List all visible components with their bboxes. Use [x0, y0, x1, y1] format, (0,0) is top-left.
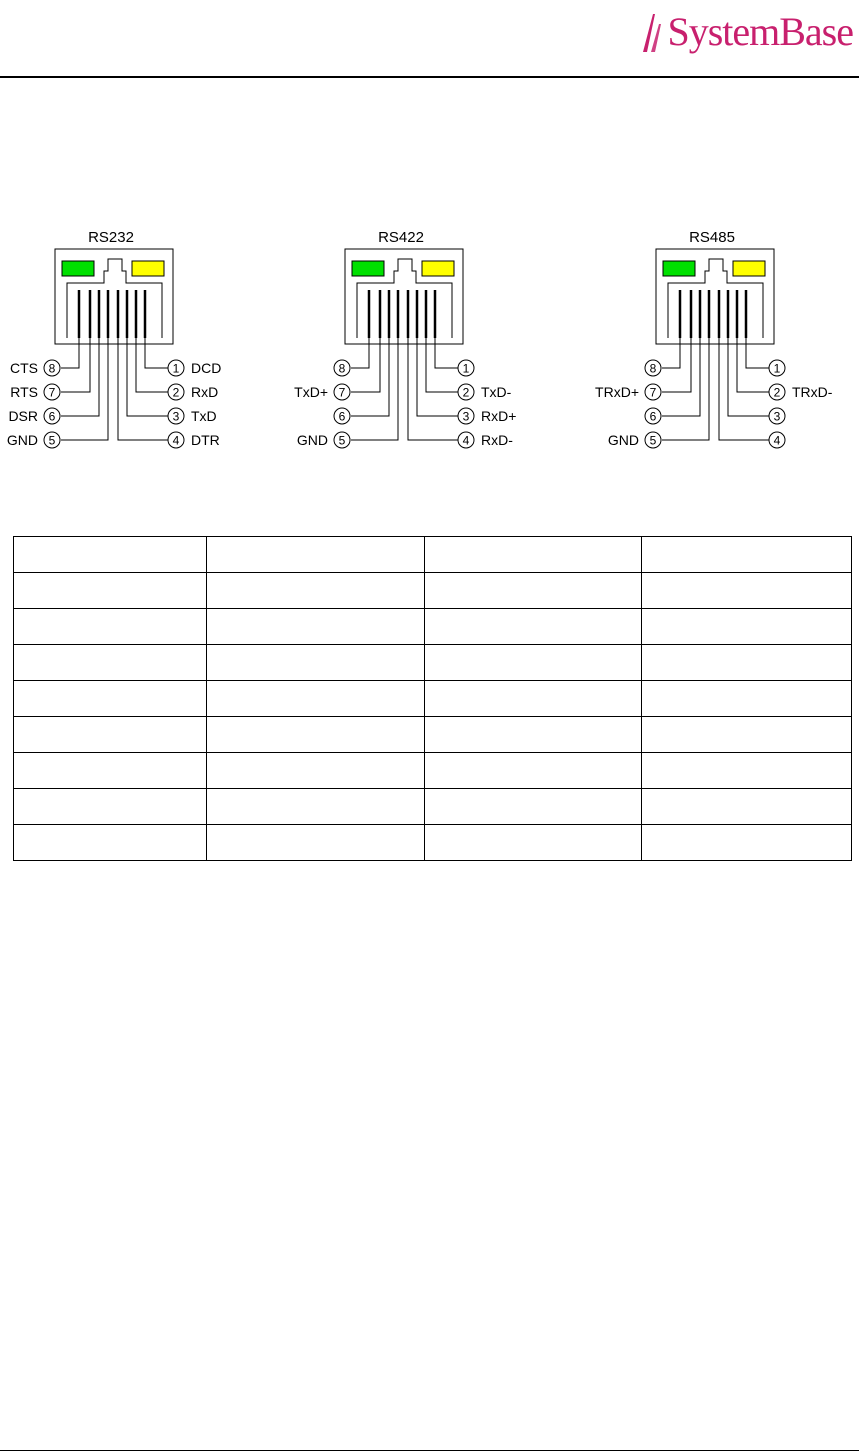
table-cell — [14, 753, 207, 789]
pin-lead-7 — [662, 338, 691, 392]
pinout-diagram-canvas — [0, 220, 859, 470]
pin-signal-label: GND — [607, 432, 639, 448]
rj45-pinout-diagrams — [0, 220, 859, 470]
footer-divider — [0, 1450, 859, 1451]
pin-lead-4 — [118, 338, 168, 440]
table-cell — [642, 753, 852, 789]
pin-lead-1 — [435, 338, 458, 368]
pin-number: 6 — [338, 409, 346, 424]
pin-lead-1 — [746, 338, 769, 368]
systembase-logo — [639, 6, 853, 58]
connector-title: RS485 — [689, 229, 735, 246]
pin-lead-3 — [728, 338, 769, 416]
table-cell — [207, 717, 425, 753]
table-row — [14, 717, 852, 753]
table-cell — [14, 717, 207, 753]
pin-signal-label: CTS — [10, 360, 38, 376]
pin-lead-5 — [662, 338, 709, 440]
activity-led-icon — [733, 261, 765, 276]
pin-signal-label: DCD — [191, 360, 222, 376]
table-cell — [425, 573, 642, 609]
pin-number: 1 — [462, 361, 470, 376]
pin-lead-5 — [61, 338, 108, 440]
table-cell — [207, 645, 425, 681]
table-row — [14, 609, 852, 645]
connector-rs232 — [7, 229, 221, 448]
table-cell — [14, 645, 207, 681]
pin-number: 3 — [773, 409, 781, 424]
pin-number: 2 — [462, 385, 470, 400]
pin-number: 5 — [649, 433, 657, 448]
table-cell — [425, 825, 642, 861]
pin-number: 7 — [649, 385, 657, 400]
table-cell — [14, 573, 207, 609]
table-cell — [642, 717, 852, 753]
table-row — [14, 753, 852, 789]
table-row — [14, 789, 852, 825]
table-cell — [642, 645, 852, 681]
table-cell — [425, 681, 642, 717]
table-cell — [425, 753, 642, 789]
table-cell — [14, 609, 207, 645]
pin-number: 5 — [338, 433, 346, 448]
pin-number: 4 — [773, 433, 781, 448]
pin-lead-8 — [662, 338, 680, 368]
pin-number: 2 — [773, 385, 781, 400]
table-cell — [14, 825, 207, 861]
table-cell — [425, 609, 642, 645]
pin-number: 6 — [649, 409, 657, 424]
pin-lead-2 — [136, 338, 168, 392]
table-cell — [642, 789, 852, 825]
table-row — [14, 573, 852, 609]
pinout-table — [13, 536, 852, 861]
table-row — [14, 681, 852, 717]
pin-number: 3 — [172, 409, 180, 424]
connector-rs422 — [294, 229, 516, 448]
table-cell — [642, 825, 852, 861]
table-row — [14, 537, 852, 573]
pin-signal-label: RxD+ — [481, 408, 517, 424]
table-cell — [425, 717, 642, 753]
pin-lead-8 — [351, 338, 369, 368]
activity-led-icon — [132, 261, 164, 276]
table-cell — [207, 537, 425, 573]
pin-lead-3 — [417, 338, 458, 416]
pin-lead-6 — [662, 338, 700, 416]
connector-rs485 — [595, 229, 833, 448]
table-cell — [425, 789, 642, 825]
table-cell — [14, 537, 207, 573]
pin-signal-label: TRxD+ — [595, 384, 639, 400]
table-cell — [642, 573, 852, 609]
table-cell — [642, 537, 852, 573]
header-divider — [0, 76, 859, 78]
table-cell — [425, 645, 642, 681]
pin-lead-2 — [426, 338, 458, 392]
pin-number: 8 — [48, 361, 56, 376]
pin-signal-label: RxD- — [481, 432, 513, 448]
pin-lead-2 — [737, 338, 769, 392]
table-cell — [207, 753, 425, 789]
connector-title: RS232 — [88, 229, 134, 246]
pin-number: 8 — [338, 361, 346, 376]
link-led-icon — [352, 261, 384, 276]
table-cell — [207, 609, 425, 645]
pin-signal-label: GND — [296, 432, 328, 448]
table-cell — [14, 789, 207, 825]
table-cell — [207, 789, 425, 825]
pin-number: 6 — [48, 409, 56, 424]
table-cell — [14, 681, 207, 717]
pin-signal-label: TxD — [191, 408, 217, 424]
pin-signal-label: RxD — [191, 384, 219, 400]
pin-number: 5 — [48, 433, 56, 448]
pin-lead-7 — [351, 338, 380, 392]
pin-lead-4 — [719, 338, 769, 440]
logo-text: SystemBase — [667, 9, 853, 54]
pin-signal-label: DTR — [191, 432, 220, 448]
table-cell — [207, 681, 425, 717]
pin-number: 7 — [48, 385, 56, 400]
pin-number: 7 — [338, 385, 346, 400]
pin-number: 4 — [462, 433, 470, 448]
pin-lead-6 — [351, 338, 389, 416]
pin-number: 3 — [462, 409, 470, 424]
pin-number: 1 — [172, 361, 180, 376]
pin-signal-label: TRxD- — [792, 384, 833, 400]
activity-led-icon — [422, 261, 454, 276]
table-cell — [642, 681, 852, 717]
pin-lead-8 — [61, 338, 79, 368]
pin-lead-4 — [408, 338, 458, 440]
link-led-icon — [62, 261, 94, 276]
logo-mark-icon — [639, 10, 667, 54]
connector-title: RS422 — [378, 229, 424, 246]
pin-number: 8 — [649, 361, 657, 376]
pin-number: 2 — [172, 385, 180, 400]
pin-signal-label: GND — [6, 432, 38, 448]
table-cell — [207, 573, 425, 609]
table-cell — [425, 537, 642, 573]
link-led-icon — [663, 261, 695, 276]
table-cell — [207, 825, 425, 861]
pin-signal-label: DSR — [8, 408, 38, 424]
pin-number: 1 — [773, 361, 781, 376]
pin-lead-5 — [351, 338, 398, 440]
pin-lead-3 — [127, 338, 168, 416]
table-row — [14, 645, 852, 681]
pin-lead-7 — [61, 338, 90, 392]
pin-number: 4 — [172, 433, 180, 448]
pin-signal-label: RTS — [10, 384, 38, 400]
pin-signal-label: TxD+ — [294, 384, 328, 400]
pin-signal-label: TxD- — [481, 384, 512, 400]
pin-lead-6 — [61, 338, 99, 416]
pin-lead-1 — [145, 338, 168, 368]
table-row — [14, 825, 852, 861]
table-cell — [642, 609, 852, 645]
